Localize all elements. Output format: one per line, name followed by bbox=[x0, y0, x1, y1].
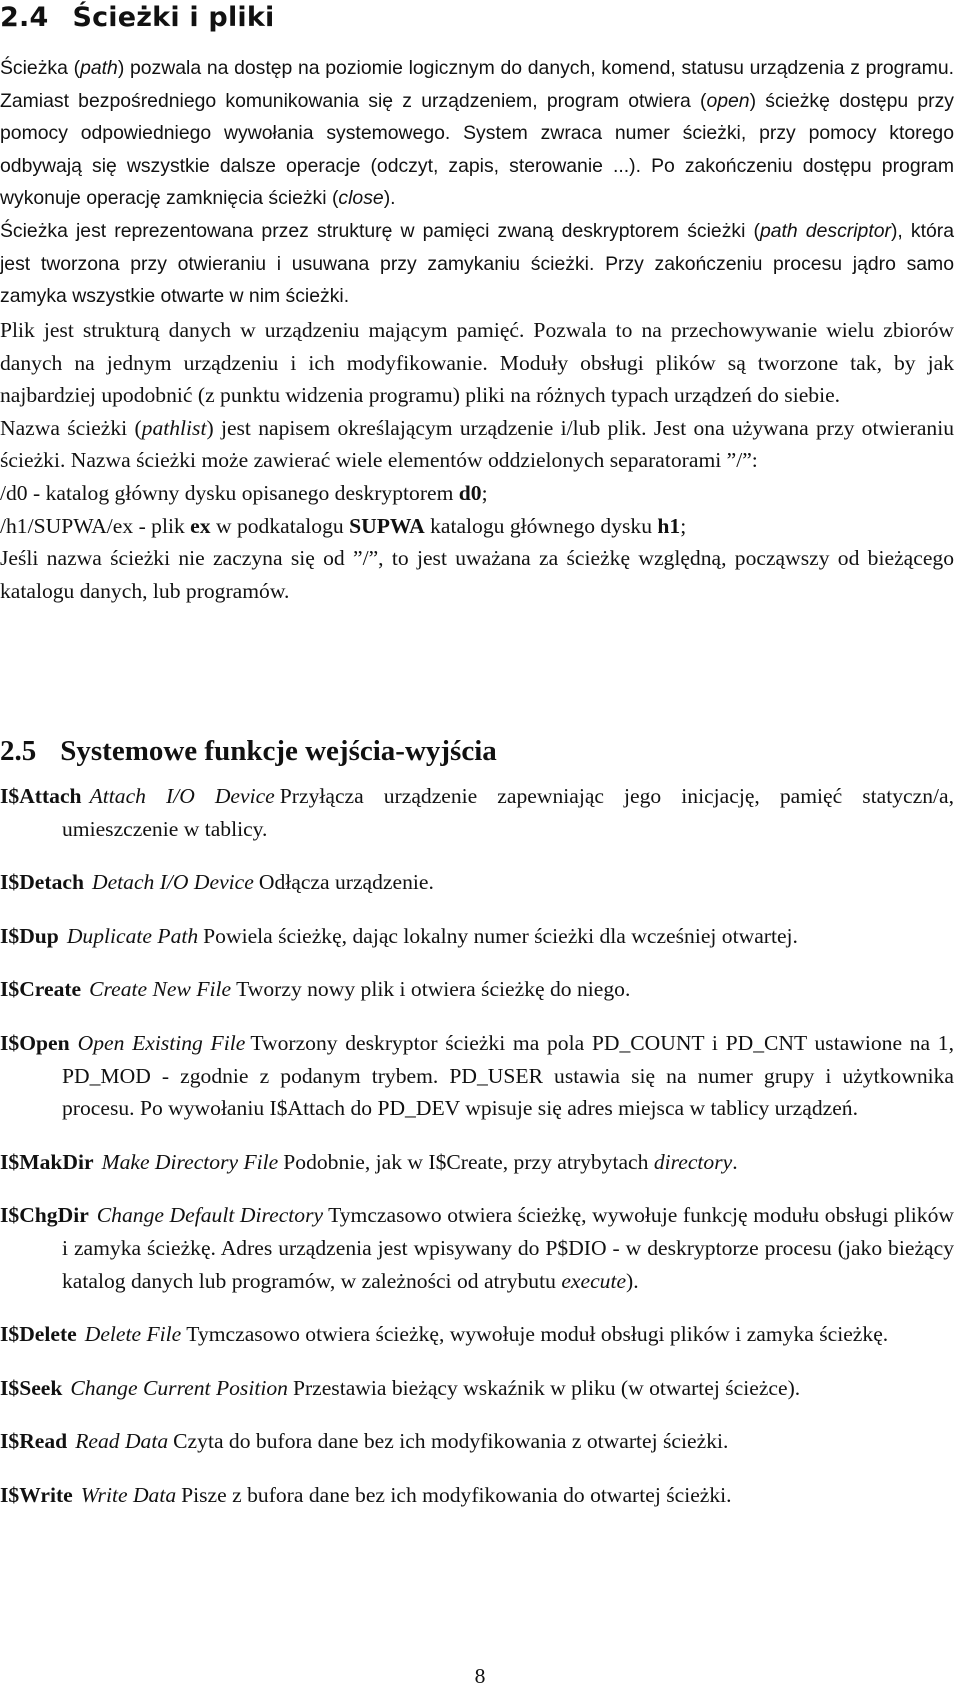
function-entry bbox=[0, 780, 954, 845]
example-h1: /h1/SUPWA/ex - plik ex w podkatalogu SUPWA katalogu głównego dysku h1; bbox=[0, 513, 687, 538]
paragraph-path-intro: Ścieżka (path) pozwala na dostęp na poziomie logicznym do danych, komend, statusu urządzenia z programu. Zamiast bezpośredniego komunikowania się z urządzeniem, program otwiera (open) ścieżkę dostępu przy pomocy odpowiedniego wywołania systemowego. System zwraca numer ścieżki, przy pomocy ktorego odbywają się wszystkie dalsze operacje (odczyt, zapis, sterowanie ...). Po zakończeniu dostępu program wykonuje operację zamknięcia ścieżki (close). bbox=[0, 57, 954, 210]
function-desc: Tworzy nowy plik i otwiera ścieżkę do niego. bbox=[236, 977, 631, 1002]
function-name: Read Data bbox=[75, 1429, 169, 1454]
function-name: Detach I/O Device bbox=[91, 870, 254, 895]
function-name: Duplicate Path bbox=[66, 923, 199, 948]
function-entry bbox=[0, 1372, 954, 1405]
function-term: I$ChgDir bbox=[0, 1203, 89, 1228]
function-desc: Odłącza urządzenie. bbox=[258, 870, 434, 895]
function-term: I$Seek bbox=[0, 1375, 63, 1400]
function-desc: Przestawia bieżący wskaźnik w pliku (w otwartej ścieżce). bbox=[292, 1375, 801, 1400]
section-title: Ścieżki i pliki bbox=[72, 2, 275, 33]
function-desc-emphasis: directory bbox=[653, 1149, 733, 1174]
paragraph-pathlist: Nazwa ścieżki (pathlist) jest napisem określającym urządzenie i/lub plik. Jest ona używana przy otwieraniu ścieżki. Nazwa ścieżki może zawierać wiele elementów oddzielonych separatorami ”/”: bbox=[0, 415, 954, 473]
intro-paragraphs bbox=[0, 52, 954, 313]
section-heading-2-4 bbox=[0, 2, 274, 33]
function-entry: I$MakDir Make Directory File Podobnie, jak w I$Create, przy atrybytach directory. bbox=[0, 1149, 738, 1174]
function-name: Make Directory File bbox=[101, 1149, 279, 1174]
function-desc: Tymczasowo otwiera ścieżkę, wywołuje funkcję modułu obsługi plików i zamyka ścieżkę. Adres urządzenia jest wpisywany do P$DIO - w deskryptorze procesu (jako bieżący katalog danych lub programów, w zależności od atrybutu bbox=[62, 1203, 954, 1293]
file-paragraphs bbox=[0, 314, 954, 607]
function-desc: Powiela ścieżkę, dając lokalny numer ścieżki dla wcześniej otwartej. bbox=[203, 923, 798, 948]
section-number: 2.5 bbox=[0, 735, 37, 767]
paragraph-relative-path: Jeśli nazwa ścieżki nie zaczyna się od ”/”, to jest uważana za ścieżkę względną, począwszy od bieżącego katalogu danych, lub programów. bbox=[0, 546, 954, 603]
function-entry bbox=[0, 1479, 954, 1512]
paragraph-file: Plik jest strukturą danych w urządzeniu mającym pamięć. Pozwala to na przechowywanie wielu zbiorów danych na jednym urządzeniu i ich modyfikowanie. Moduły obsługi plików są tworzone tak, by jak najbardziej upodobnić (z punktu widzenia programu) pliki na różnych typach urządzeń do siebie. bbox=[0, 318, 954, 408]
function-entry bbox=[0, 920, 954, 953]
function-name: Open Existing File bbox=[77, 1030, 246, 1055]
function-desc: Tymczasowo otwiera ścieżkę, wywołuje moduł obsługi plików i zamyka ścieżkę. bbox=[186, 1322, 889, 1347]
function-term: I$Attach bbox=[0, 784, 82, 808]
function-entry bbox=[0, 1027, 954, 1125]
section-number: 2.4 bbox=[0, 2, 49, 33]
function-desc: Czyta do bufora dane bez ich modyfikowania z otwartej ścieżki. bbox=[173, 1429, 729, 1454]
function-term: I$Detach bbox=[0, 870, 84, 895]
function-entry bbox=[0, 973, 954, 1006]
function-term: I$Write bbox=[0, 1482, 73, 1507]
function-entry bbox=[0, 1318, 954, 1351]
paragraph-path-descriptor: Ścieżka jest reprezentowana przez strukturę w pamięci zwaną deskryptorem ścieżki (path descriptor), która jest tworzona przy otwieraniu i usuwana przy zamykaniu ścieżki. Przy zakończeniu procesu jądro samo zamyka wszystkie otwarte w nim ścieżki. bbox=[0, 219, 955, 308]
function-name: Change Default Directory bbox=[96, 1203, 324, 1228]
function-name: Write Data bbox=[80, 1482, 177, 1507]
function-desc: Przyłącza urządzenie zapewniając jego inicjację, pamięć statyczn/a, umieszczenie w tablicy. bbox=[62, 784, 954, 841]
function-term: I$MakDir bbox=[0, 1149, 94, 1174]
function-desc: Podobnie, jak w I$Create, przy atrybytach bbox=[283, 1149, 649, 1174]
function-desc: Tworzony deskryptor ścieżki ma pola PD_COUNT i PD_CNT ustawione na 1, PD_MOD - zgodnie z podanym trybem. PD_USER ustawia się na numer grupy i użytkownika procesu. Po wywołaniu I$Attach do PD_DEV wpisuje się adres miejsca w tablicy urządzeń. bbox=[62, 1030, 954, 1121]
function-term: I$Read bbox=[0, 1429, 68, 1454]
function-term: I$Delete bbox=[0, 1322, 77, 1347]
function-name: Delete File bbox=[84, 1322, 182, 1347]
function-term: I$Dup bbox=[0, 923, 59, 948]
function-name: Create New File bbox=[89, 977, 232, 1002]
example-d0: /d0 - katalog główny dysku opisanego deskryptorem d0; bbox=[0, 480, 488, 505]
function-term: I$Open bbox=[0, 1030, 70, 1055]
function-entry bbox=[0, 1425, 954, 1458]
function-name: Change Current Position bbox=[70, 1375, 288, 1400]
function-desc-emphasis: execute bbox=[561, 1268, 627, 1293]
section-title: Systemowe funkcje wejścia-wyjścia bbox=[60, 735, 497, 767]
function-desc: Pisze z bufora dane bez ich modyfikowania do otwartej ścieżki. bbox=[181, 1482, 732, 1507]
function-name: Attach I/O Device bbox=[89, 784, 275, 808]
function-term: I$Create bbox=[0, 977, 82, 1002]
function-entry: I$ChgDir Change Default Directory Tymczasowo otwiera ścieżkę, wywołuje funkcję modułu obsługi plików i zamyka ścieżkę. Adres urządzenia jest wpisywany do P$DIO - w deskryptorze procesu (jako bieżący katalog danych lub programów, w zależności od atrybutu execute). bbox=[0, 1203, 954, 1293]
function-entry bbox=[0, 866, 954, 899]
page-number: 8 bbox=[474, 1664, 486, 1688]
function-list bbox=[0, 780, 954, 1533]
section-heading-2-5 bbox=[0, 735, 497, 768]
